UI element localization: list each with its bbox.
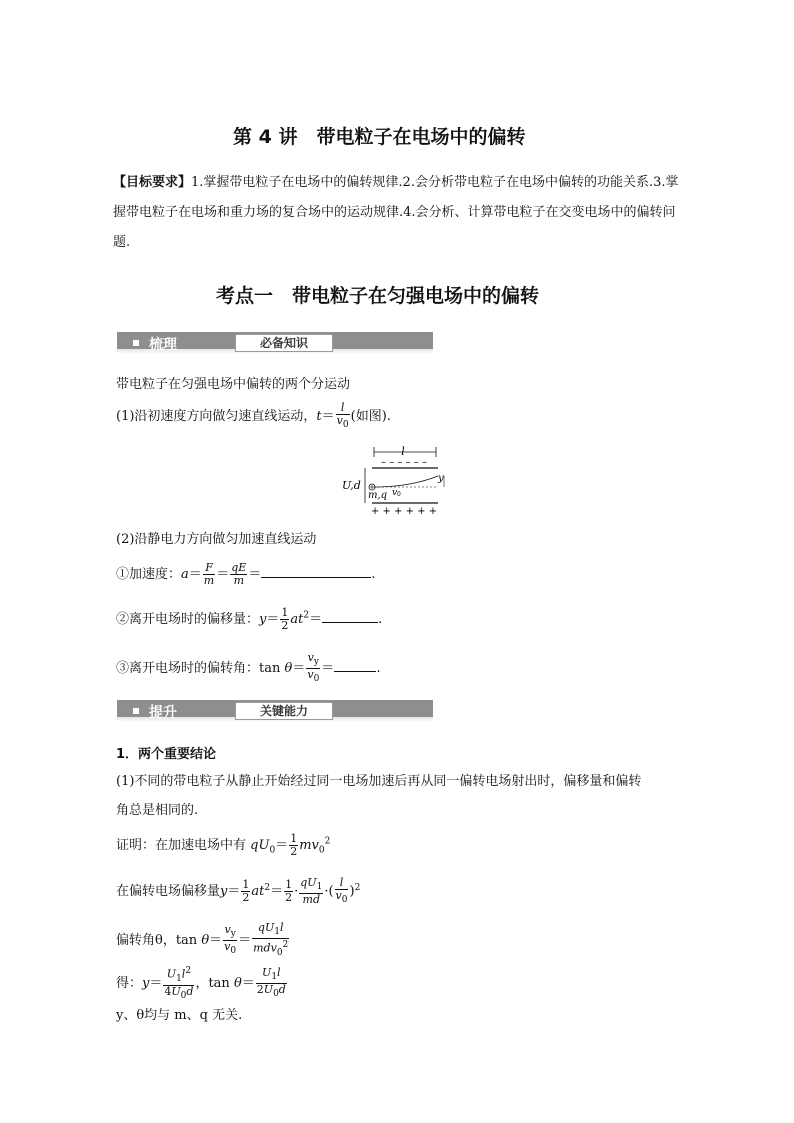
label-y: y: [438, 473, 444, 484]
item-uniform-motion: (1)沿初速度方向做匀速直线运动，t＝ $\frac{l}{v_0}$ (如图).: [116, 401, 391, 431]
section-bar-review: [117, 332, 433, 354]
section-title: 考点一 带电粒子在匀强电场中的偏转: [216, 285, 540, 307]
label-v0: v: [392, 488, 398, 498]
bar-label: 梳理: [149, 337, 177, 353]
square-icon: [133, 340, 139, 346]
label-l: l: [401, 445, 405, 458]
item-tail: (如图).: [350, 409, 391, 425]
item-text: (1)沿初速度方向做匀速直线运动，: [116, 409, 317, 425]
item-offset: ②离开电场时的偏移量：y＝ $\frac{1}{2}$ $at^2=$ .: [116, 606, 383, 632]
bar-box-label: 关键能力: [235, 702, 333, 720]
bar-label: 提升: [149, 705, 177, 721]
square-icon: [133, 708, 139, 714]
item-acceleration: ①加速度：a＝ $\frac{F}{m}$ ＝ $\frac{qE}{m}$ ＝ .: [116, 561, 376, 587]
proof-text: 证明：在加速电场中有: [116, 838, 247, 853]
angle-text: 偏转角θ，: [116, 933, 176, 949]
goal-label: 【目标要求】: [113, 175, 192, 190]
angle-line: 偏转角θ，tan θ＝ $\frac{v_y}{v_0}$ ＝ $\frac{qU_1l}{mdv_0^2}$: [116, 921, 289, 959]
subsection-title: 1．两个重要结论: [116, 747, 217, 762]
result-line: 得：y＝ $\frac{U_1l^2}{4U_0d}$ ，tan θ＝ $\frac{U_1l}{2U_0d}$: [116, 965, 286, 1002]
page-title: 第 4 讲 带电粒子在电场中的偏转: [233, 126, 526, 148]
proof-line: 证明：在加速电场中有 $qU_0=$ $\frac{1}{2}$ $mv_0^2$: [116, 832, 331, 858]
svg-text:0: 0: [397, 491, 401, 498]
label-mq: m,q: [368, 490, 388, 501]
goal-paragraph: [113, 168, 683, 258]
label-ud: U,d: [342, 479, 361, 492]
item-text: ②离开电场时的偏移量：: [116, 612, 260, 627]
bar-box-label: 必备知识: [235, 334, 333, 352]
result-text: 得：: [116, 976, 143, 992]
independence-line: y、θ均与 m、q 无关.: [116, 1008, 243, 1023]
intro-text: 带电粒子在匀强电场中偏转的两个分运动: [116, 377, 351, 392]
item-text: ①加速度：: [116, 567, 182, 582]
offset-text: 在偏转电场偏移量: [116, 884, 221, 900]
conclusion-line1: (1)不同的带电粒子从静止开始经过同一电场加速后再从同一偏转电场射出时，偏移量和偏转: [116, 774, 642, 789]
plus-signs: + + + + + +: [370, 506, 438, 517]
goal-text: 1.掌握带电粒子在电场中的偏转规律.2.会分析带电粒子在电场中偏转的功能关系.3.掌握带电粒子在电场和重力场的复合场中的运动规律.4.会分析、计算带电粒子在交变电场中的偏转问题.: [113, 175, 679, 250]
item-angle: ③离开电场时的偏转角：tan θ＝ $\frac{v_y}{v_0}$ ＝ .: [116, 651, 381, 685]
section-bar-ability: [117, 700, 433, 722]
conclusion-line2: 角总是相同的.: [116, 803, 199, 818]
minus-signs: – – – – – –: [381, 457, 427, 468]
item-text: ③离开电场时的偏转角：: [116, 661, 260, 677]
deflection-diagram: [340, 443, 455, 518]
offset-line: 在偏转电场偏移量y＝ $\frac{1}{2}$ $at^2=$ $\frac{1}{2}$ · $\frac{qU_1}{md}$ ·( $\frac{l}{v_0}$ )$^2$: [116, 876, 361, 907]
item-accel-motion: (2)沿静电力方向做匀加速直线运动: [116, 532, 317, 547]
